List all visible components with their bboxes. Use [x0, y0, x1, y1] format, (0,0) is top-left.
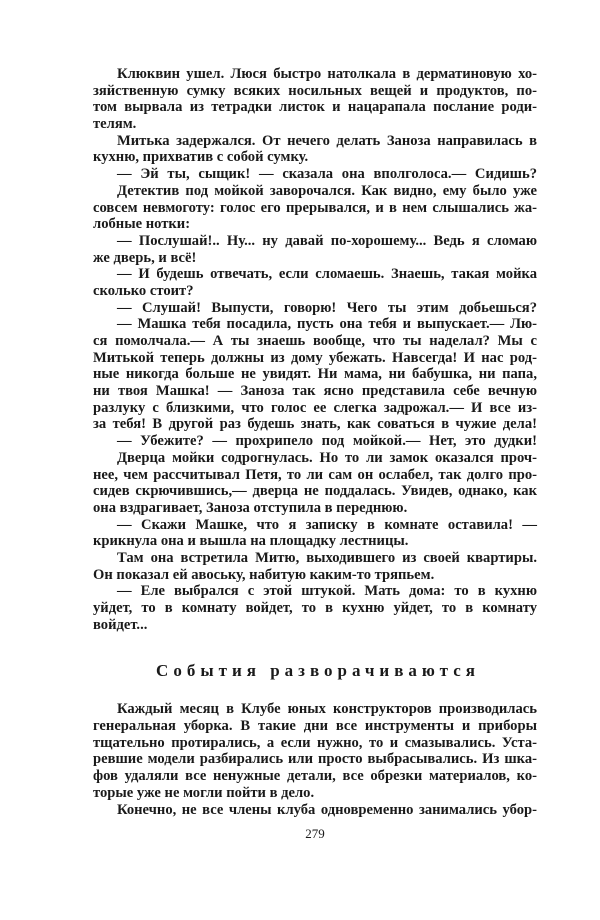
paragraph	[93, 233, 537, 266]
text-line: — Машка тебя посадила, пусть она тебя и выпускает.— Лю-	[117, 316, 537, 333]
paragraph	[93, 450, 537, 517]
text-line: совсем невмоготу: голос его прерывался, и в нем слышались жа-	[93, 199, 537, 216]
text-line: — Еле выбрался с этой штукой. Мать дома: то в кухню	[117, 583, 537, 600]
text-line: ревшие модели разбирались или просто выбрасывались. Из шка-	[93, 751, 537, 768]
paragraph	[93, 183, 537, 233]
text-line: ся помолчала.— А ты знаешь вообще, что ты наделал? Мы с	[93, 333, 537, 349]
text-line: — Убежите? — прохрипело под мойкой.— Нет, это дудки!	[117, 433, 537, 450]
text-line: — Слушай! Выпусти, говорю! Чего ты этим добьешься?	[117, 299, 537, 316]
text-line: Дверца мойки содрогнулась. Но то ли замок оказался проч-	[117, 449, 537, 466]
chapter-heading: События разворачиваются	[156, 661, 480, 681]
paragraph	[93, 266, 537, 299]
text-line: — И будешь отвечать, если сломаешь. Знаешь, такая мойка	[117, 266, 537, 283]
section-text-2	[93, 701, 537, 818]
text-line: генеральная уборка. В такие дни все инструменты и приборы	[93, 718, 537, 735]
paragraph	[93, 166, 537, 183]
paragraph	[93, 802, 537, 819]
book-page	[93, 66, 537, 842]
text-line: она вздрагивает, Заноза отступила в переднюю.	[93, 499, 408, 516]
paragraph	[93, 300, 537, 317]
text-line: зяйственную сумку всяких носильных вещей и продуктов, по-	[93, 82, 537, 99]
text-line: разлуку с близкими, что голос ее слегка задрожал.— И все из-	[93, 399, 537, 416]
text-line: крикнула она и вышла на площадку лестницы.	[93, 533, 409, 550]
text-line: торые уже не могли пойти в дело.	[93, 784, 315, 801]
text-line: — Послушай!.. Ну... ну давай по-хорошему... Ведь я сломаю	[117, 232, 537, 249]
text-line: Он показал ей авоську, набитую каким-то тряпьем.	[93, 566, 435, 583]
text-line: том вырвала из тетрадки листок и нацарапала послание роди-	[93, 99, 537, 116]
text-line: — Эй ты, сыщик! — сказала она вполголоса.— Сидишь?	[117, 166, 537, 183]
paragraph	[93, 316, 537, 433]
text-line: Детектив под мойкой заворочался. Как видно, ему было уже	[117, 182, 537, 199]
paragraph	[93, 66, 537, 133]
paragraph	[93, 583, 537, 633]
text-line: Конечно, не все члены клуба одновременно занимались убор-	[117, 801, 537, 818]
text-line: войдет...	[93, 616, 148, 633]
text-line: телям.	[93, 116, 137, 133]
paragraph	[93, 517, 537, 550]
text-line: же дверь, и всё!	[93, 249, 197, 266]
text-line: Клюквин ушел. Люся быстро натолкала в дерматиновую хо-	[117, 66, 537, 82]
text-line: нее, чем рассчитывал Петя, то ли сам он ослабел, так долго про-	[93, 466, 537, 483]
text-line: ни твоя Машка! — Заноза так ясно представила себе вечную	[93, 383, 537, 400]
text-line: Митька задержался. От нечего делать Заноза направилась в	[117, 132, 537, 149]
text-line: тщательно протирались, а если нужно, то и смазывались. Уста-	[93, 734, 537, 751]
text-line: фов удаляли все ненужные детали, все обрезки материалов, ко-	[93, 768, 537, 785]
text-line: сидев скрючившись,— дверца не поддалась. Увидев, однако, как	[93, 483, 537, 500]
text-line: уйдет, то в комнату войдет, то в кухню уйдет, то в комнату	[93, 600, 537, 616]
page-number: 279	[305, 826, 325, 842]
text-line: Там она встретила Митю, выходившего из своей квартиры.	[117, 549, 537, 566]
paragraph	[93, 433, 537, 450]
paragraph	[93, 550, 537, 583]
text-line: за тебя! В другой раз будешь знать, как соваться в чужие дела!	[93, 416, 537, 433]
text-line: Митькой теперь должны из дому убежать. Навсегда! И нас род-	[93, 349, 537, 366]
text-line: — Скажи Машке, что я записку в комнате оставила! —	[117, 516, 537, 533]
text-line: сколько стоит?	[93, 282, 194, 299]
paragraph	[93, 701, 537, 801]
text-line: Каждый месяц в Клубе юных конструкторов производилась	[117, 701, 537, 718]
text-line: ные никогда больше не увидят. Ни мама, ни бабушка, ни папа,	[93, 366, 537, 383]
text-line: лобные нотки:	[93, 216, 191, 233]
text-line: кухню, прихватив с собой сумку.	[93, 149, 309, 166]
section-text-1	[93, 66, 537, 633]
paragraph	[93, 133, 537, 166]
